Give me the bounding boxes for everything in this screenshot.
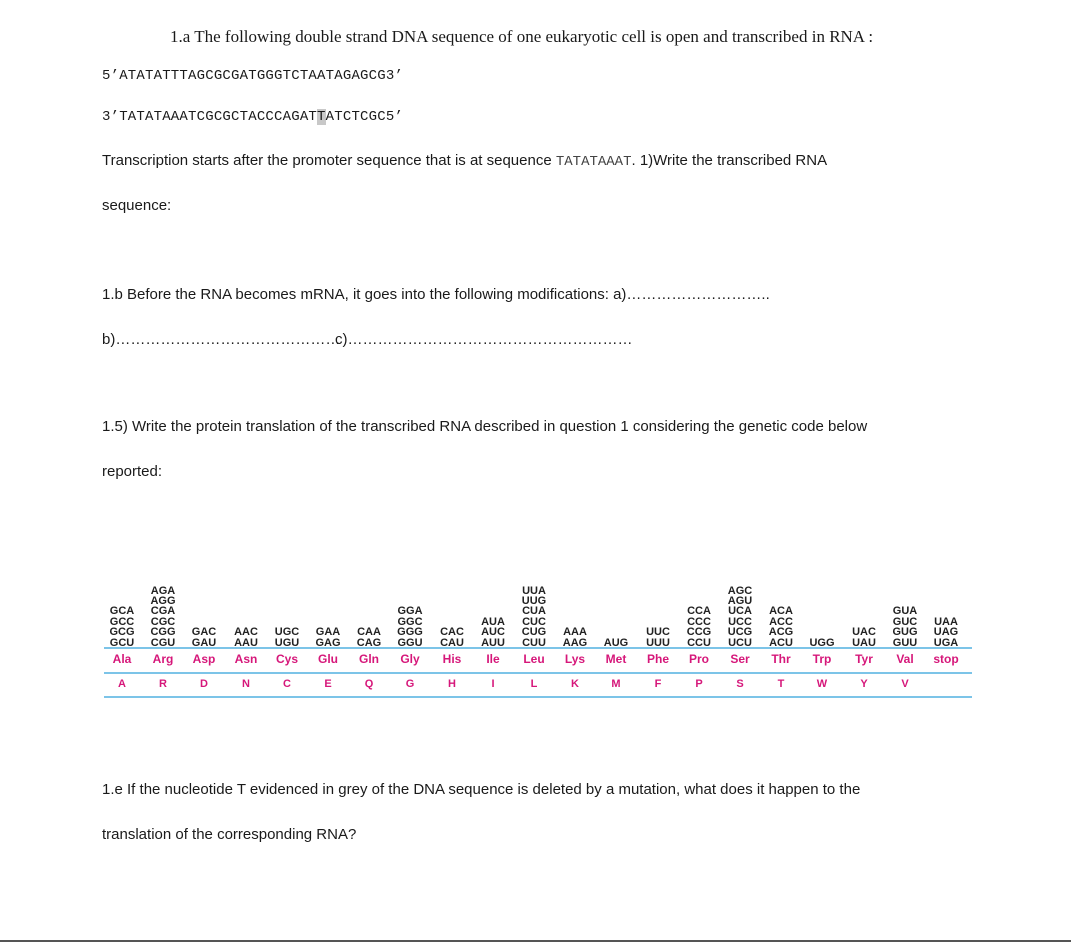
codon: AAG bbox=[562, 636, 588, 649]
codon: GCC bbox=[109, 615, 135, 628]
codon-column-gly bbox=[390, 606, 430, 648]
codon: GAA bbox=[315, 626, 341, 639]
codon-column-stop bbox=[926, 617, 966, 648]
question-1b-label: 1.b Before the RNA becomes mRNA, it goes into the following modifications: a)……………………….. bbox=[102, 286, 770, 303]
amino-acid-name: Phe bbox=[646, 652, 669, 666]
amino-acid-name: His bbox=[442, 652, 462, 666]
codon: AUA bbox=[481, 615, 505, 628]
amino-acid-name: Val bbox=[896, 652, 914, 666]
question-1e-line1: 1.e If the nucleotide T evidenced in grey of the DNA sequence is deleted by a mutation, what does it happen to the bbox=[102, 781, 861, 798]
codon: CGG bbox=[150, 626, 176, 639]
amino-acid-name: Pro bbox=[688, 652, 709, 666]
sequence-label: sequence: bbox=[102, 197, 172, 214]
amino-acid-letter: K bbox=[571, 678, 579, 690]
codon: UCG bbox=[727, 626, 753, 639]
codon-column-trp bbox=[802, 638, 842, 648]
codon: AGG bbox=[150, 595, 176, 608]
codon: UGG bbox=[809, 636, 835, 649]
codon: CUG bbox=[521, 626, 547, 639]
blank-b: b)……………………………………… bbox=[102, 331, 341, 348]
codon-column-val bbox=[885, 606, 925, 648]
codon: GUC bbox=[892, 615, 918, 628]
codon: CCU bbox=[687, 636, 711, 649]
table-bottom-rule bbox=[104, 696, 972, 698]
amino-acid-name: Trp bbox=[812, 652, 832, 666]
codon: CCA bbox=[687, 605, 711, 618]
amino-acid-name: Thr bbox=[771, 652, 791, 666]
amino-acid-letter: G bbox=[405, 678, 415, 690]
codon: GGC bbox=[397, 615, 423, 628]
amino-acid-name: Leu bbox=[523, 652, 545, 666]
amino-acid-letter: W bbox=[816, 678, 828, 690]
codon: GGU bbox=[397, 636, 423, 649]
codon: GCA bbox=[109, 605, 135, 618]
codon: AUG bbox=[603, 636, 629, 649]
codon-column-ala bbox=[102, 606, 142, 648]
amino-acid-name: Arg bbox=[152, 652, 174, 666]
amino-acid-letter: Q bbox=[364, 678, 374, 690]
codon: CGA bbox=[150, 605, 176, 618]
codon: UCU bbox=[728, 636, 752, 649]
codon: CAC bbox=[440, 626, 464, 639]
amino-acid-name: Met bbox=[605, 652, 627, 666]
codon: GAG bbox=[315, 636, 341, 649]
amino-acid-name: Asp bbox=[192, 652, 216, 666]
codon: AGU bbox=[727, 595, 753, 608]
codon: CAA bbox=[357, 626, 381, 639]
codon-column-asn bbox=[226, 627, 266, 648]
codon: UGA bbox=[933, 636, 959, 649]
amino-acid-letter: S bbox=[736, 678, 744, 690]
codon: GAU bbox=[191, 636, 217, 649]
amino-acid-letter: M bbox=[611, 678, 621, 690]
amino-acid-name: Lys bbox=[564, 652, 586, 666]
codon-column-glu bbox=[308, 627, 348, 648]
codon: UUC bbox=[646, 626, 670, 639]
codon: ACU bbox=[769, 636, 793, 649]
codon: CCG bbox=[686, 626, 712, 639]
amino-acid-name: Tyr bbox=[855, 652, 873, 666]
dna-strand-3prime bbox=[102, 109, 403, 125]
codon: UGC bbox=[274, 626, 300, 639]
codon: GUA bbox=[892, 605, 918, 618]
genetic-code-table bbox=[104, 556, 976, 700]
codon: UUA bbox=[522, 584, 546, 597]
codon: UGU bbox=[274, 636, 300, 649]
codon: UCC bbox=[728, 615, 752, 628]
codon: GUG bbox=[892, 626, 918, 639]
codon: CUC bbox=[522, 615, 546, 628]
codon: CCC bbox=[687, 615, 711, 628]
amino-acid-letter: F bbox=[654, 678, 662, 690]
codon-column-tyr bbox=[844, 627, 884, 648]
amino-acid-letter: T bbox=[777, 678, 785, 690]
codon: CGU bbox=[150, 636, 176, 649]
question-15-line1: 1.5) Write the protein translation of the transcribed RNA described in question 1 considering the genetic code below bbox=[102, 418, 868, 435]
codon: CUU bbox=[522, 636, 546, 649]
codon: UUG bbox=[521, 595, 547, 608]
amino-acid-name: Asn bbox=[234, 652, 258, 666]
codon-column-leu bbox=[514, 586, 554, 648]
codon: CUA bbox=[522, 605, 546, 618]
codon: AGC bbox=[727, 584, 753, 597]
codon: GCU bbox=[109, 636, 135, 649]
codon: UAG bbox=[933, 626, 959, 639]
codon: AAC bbox=[234, 626, 258, 639]
codon: GAC bbox=[191, 626, 217, 639]
codon: GUU bbox=[892, 636, 918, 649]
amino-acid-letter: Y bbox=[860, 678, 868, 690]
amino-acid-name: Cys bbox=[275, 652, 298, 666]
codon: UCA bbox=[728, 605, 752, 618]
codon-column-his bbox=[432, 627, 472, 648]
codon-column-asp bbox=[184, 627, 224, 648]
codon: ACG bbox=[768, 626, 794, 639]
codon: AAA bbox=[563, 626, 587, 639]
codon-column-lys bbox=[555, 627, 595, 648]
amino-acid-letter: A bbox=[118, 678, 126, 690]
amino-acid-name: stop bbox=[933, 652, 959, 666]
highlighted-nucleotide: T bbox=[317, 109, 326, 125]
amino-acid-letter: L bbox=[530, 678, 538, 690]
amino-acid-letter: I bbox=[491, 678, 495, 690]
amino-acid-letter: V bbox=[901, 678, 909, 690]
codon: GGA bbox=[397, 605, 423, 618]
codon: AUC bbox=[481, 626, 505, 639]
codon-column-thr bbox=[761, 606, 801, 648]
amino-acid-name: Ile bbox=[486, 652, 500, 666]
codon-column-ser bbox=[720, 586, 760, 648]
codon: CAU bbox=[440, 636, 464, 649]
promoter-sequence: TATATAAAT bbox=[555, 154, 632, 170]
codon: AAU bbox=[234, 636, 258, 649]
table-middle-rule bbox=[104, 672, 972, 674]
amino-acid-name: Gln bbox=[359, 652, 379, 666]
codon: ACA bbox=[769, 605, 793, 618]
blank-c: c)………………………………………………… bbox=[335, 331, 633, 348]
amino-acid-name: Ser bbox=[730, 652, 750, 666]
amino-acid-letter: C bbox=[283, 678, 291, 690]
codon-column-gln bbox=[349, 627, 389, 648]
codon: GCG bbox=[109, 626, 135, 639]
question-1a-label: 1.a The following double strand DNA sequence of one eukaryotic cell is open and transcribed in RNA : bbox=[170, 27, 874, 46]
strand-3prime-end: ATCTCGC5’ bbox=[325, 109, 404, 125]
amino-acid-name: Glu bbox=[318, 652, 338, 666]
codon: AUU bbox=[481, 636, 505, 649]
amino-acid-name: Ala bbox=[112, 652, 132, 666]
codon-column-ile bbox=[473, 617, 513, 648]
transcription-question: . 1)Write the transcribed RNA bbox=[631, 152, 828, 169]
codon: UAC bbox=[852, 626, 876, 639]
codon: UAA bbox=[934, 615, 958, 628]
amino-acid-letter: R bbox=[159, 678, 167, 690]
codon: GGG bbox=[397, 626, 423, 639]
amino-acid-letter: E bbox=[324, 678, 332, 690]
codon-column-arg bbox=[143, 586, 183, 648]
codon-column-cys bbox=[267, 627, 307, 648]
amino-acid-letter: H bbox=[448, 678, 456, 690]
codon: AGA bbox=[150, 584, 176, 597]
transcription-text: Transcription starts after the promoter sequence that is at sequence bbox=[102, 152, 556, 169]
codon: ACC bbox=[769, 615, 793, 628]
strand-3prime-start: 3’TATATAAATCGCGCTACCCAGAT bbox=[102, 109, 318, 125]
codon-column-phe bbox=[638, 627, 678, 648]
question-1e-line2: translation of the corresponding RNA? bbox=[102, 826, 357, 843]
question-15-line2: reported: bbox=[102, 463, 163, 480]
codon: UAU bbox=[852, 636, 876, 649]
amino-acid-letter: P bbox=[695, 678, 703, 690]
amino-acid-letter: N bbox=[242, 678, 250, 690]
codon: CAG bbox=[356, 636, 382, 649]
dna-strand-5prime: 5’ATATATTTAGCGCGATGGGTCTAATAGAGCG3’ bbox=[102, 68, 404, 84]
amino-acid-name: Gly bbox=[400, 652, 420, 666]
amino-acid-letter: D bbox=[200, 678, 208, 690]
codon-column-met bbox=[596, 638, 636, 648]
codon: UUU bbox=[646, 636, 670, 649]
codon-column-pro bbox=[679, 606, 719, 648]
transcription-instruction bbox=[102, 152, 827, 170]
codon: CGC bbox=[150, 615, 176, 628]
